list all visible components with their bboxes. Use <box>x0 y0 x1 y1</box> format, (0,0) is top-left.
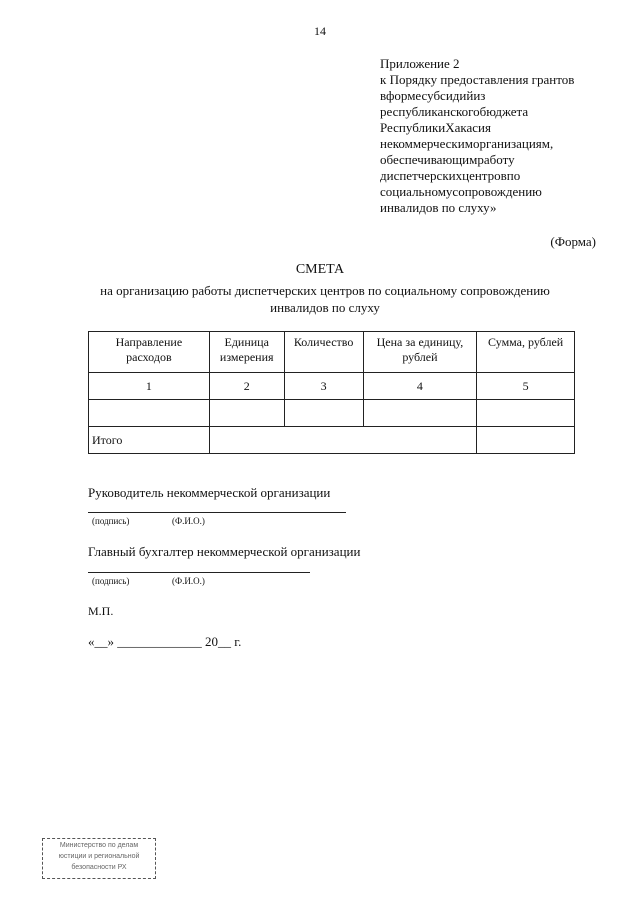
table-cell: 1 <box>89 373 210 400</box>
table-header: Сумма, рублей <box>477 332 575 373</box>
table-cell: 4 <box>363 373 477 400</box>
appendix-line: РеспубликиХакасия <box>380 120 491 135</box>
head-sign-caption: (подпись) <box>92 516 130 526</box>
table-header: Цена за единицу, рублей <box>363 332 477 373</box>
table-cell <box>209 400 284 427</box>
document-subtitle: на организацию работы диспетчерских центров по социальному сопровождению инвалидов по слуху <box>100 283 550 315</box>
registration-stamp: Министерство по делам юстиции и региональной безопасности РХ <box>42 838 156 879</box>
appendix-line: диспетчерскихцентровпо <box>380 168 521 183</box>
table-cell: 5 <box>477 373 575 400</box>
total-label: Итого <box>89 427 210 454</box>
head-name-caption: (Ф.И.О.) <box>172 516 205 526</box>
table-header: Единица измерения <box>209 332 284 373</box>
table-cell: 3 <box>284 373 363 400</box>
document-title: СМЕТА <box>295 262 345 277</box>
appendix-line: инвалидов по слуху» <box>380 200 497 215</box>
table-total-row <box>89 427 575 454</box>
table-cell <box>477 427 575 454</box>
table-header: Направление расходов <box>89 332 210 373</box>
accountant-name-caption: (Ф.И.О.) <box>172 576 205 586</box>
appendix-line: вформесубсидийиз <box>380 88 486 103</box>
appendix-title: Приложение 2 <box>380 56 460 71</box>
date-line: «__» _____________ 20__ г. <box>88 634 242 649</box>
estimate-table <box>88 331 575 454</box>
table-cell <box>209 427 477 454</box>
page-number: 14 <box>314 24 326 38</box>
appendix-line: некоммерческиморганизациям, <box>380 136 554 151</box>
table-row <box>89 400 575 427</box>
table-cell <box>363 400 477 427</box>
table-cell <box>477 400 575 427</box>
table-cell <box>89 400 210 427</box>
appendix-line: республиканскогобюджета <box>380 104 529 119</box>
table-cell <box>284 400 363 427</box>
table-header-row <box>89 332 575 373</box>
accountant-signature-line <box>88 572 310 573</box>
appendix-line: обеспечивающимработу <box>380 152 515 167</box>
appendix-block <box>380 56 596 216</box>
form-label: (Форма) <box>550 234 596 249</box>
head-signature-line <box>88 512 346 513</box>
appendix-line: социальномусопровождению <box>380 184 542 199</box>
table-header: Количество <box>284 332 363 373</box>
stamp-place-label: М.П. <box>88 604 114 618</box>
table-cell: 2 <box>209 373 284 400</box>
table-row <box>89 373 575 400</box>
accountant-sign-caption: (подпись) <box>92 576 130 586</box>
head-signature-label: Руководитель некоммерческой организации <box>88 485 331 500</box>
accountant-signature-label: Главный бухгалтер некоммерческой организации <box>88 544 361 559</box>
appendix-line: к Порядку предоставления грантов <box>380 72 575 87</box>
